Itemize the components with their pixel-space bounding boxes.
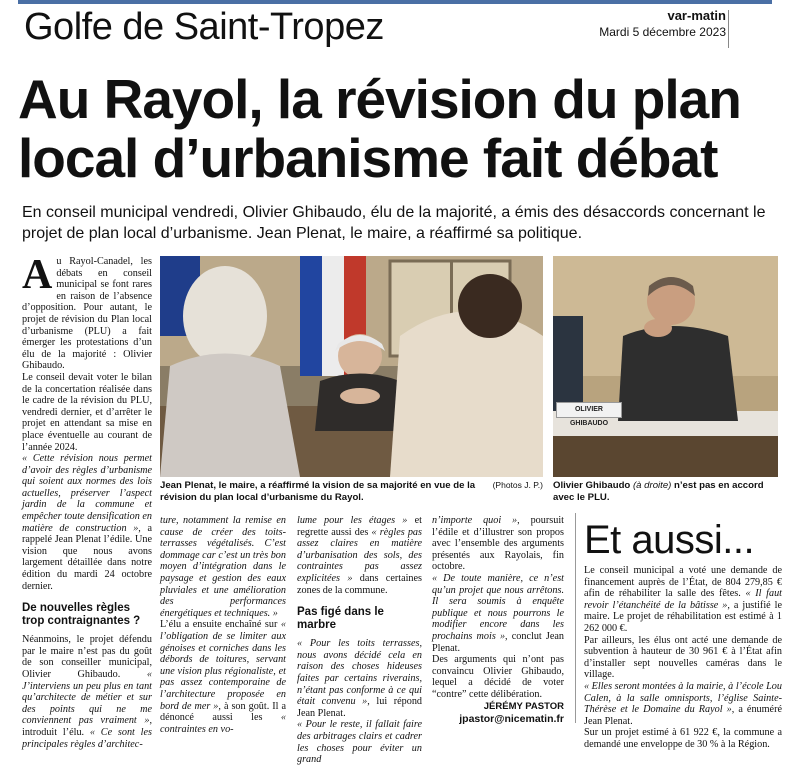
article-column-3 (297, 515, 422, 766)
section-title: Golfe de Saint-Tropez (24, 6, 384, 48)
col2-paragraph-2: L’élu a ensuite enchaîné sur (160, 619, 281, 631)
et-aussi-paragraph-4: Sur un projet estimé à 61 922 €, la commune a demandé une enveloppe de 30 % à la Région. (584, 727, 782, 750)
et-aussi-body (584, 565, 782, 751)
article-column-1 (22, 252, 152, 750)
meeting-photo (160, 256, 543, 477)
col4-quote-1: n’importe quoi » (432, 515, 518, 526)
article-column-4 (432, 515, 564, 725)
photo-2-caption-text: n’est pas en accord avec le PLU. (553, 480, 764, 503)
ghibaudo-photo (553, 256, 778, 477)
headline-line-1: Au Rayol, la révision du plan (18, 68, 741, 130)
col2-quote-1: ture, notamment la remise en cause de créer des toits-terrasses végétalisés. C’est dommage car c’est un très bon moyen d’intégration dans le paysage et gestion des eaux pluviales et une amélioration des performances énergétiques et techniques. » (160, 515, 286, 619)
col1-quote-3: « Ce sont les principales règles d’architec- (22, 726, 152, 750)
et-aussi-title: Et aussi... (584, 518, 755, 562)
col2-paragraph-2-after: , à son goût. Il a dénoncé aussi les (160, 700, 287, 724)
col3-paragraph-1-after: dans certaines zones de la commune. (297, 572, 422, 596)
col3-quote-3: « Pour les toits terrasses, nous avons décidé cela en raison des choses hideuses faites par certains riverains, n’étant pas conforme à ce qui était convenu » (297, 638, 422, 708)
et-aussi-quote-1: « Il faut revoir l’étanchéité de la bâtisse » (584, 588, 782, 611)
col1-paragraph-4: Néanmoins, le projet défendu par le maire n’est pas du goût de son conseiller municipal, Olivier Ghibaudo. (22, 634, 152, 680)
drop-cap: A (22, 252, 53, 298)
et-aussi-paragraph-2: Par ailleurs, les élus ont acté une demande de subvention à hauteur de 30 961 € à l’État afin d’installer sept nouvelles caméras dans le village. (584, 634, 782, 681)
col4-paragraph-1: , poursuit l’édile et d’illustrer son propos avec l’ensemble des arguments présentés aux Rayolais, fin octobre. (432, 515, 564, 573)
author-email[interactable]: jpastor@nicematin.fr (459, 712, 564, 725)
photo-1-caption-text: Jean Plenat, le maire, a réaffirmé la vision de sa majorité en vue de la révision du plan local d’urbanisme du Rayol. (160, 480, 476, 503)
col3-quote-4: « Pour le reste, il fallait faire des arbitrages clairs et cadrer les choses pour éviter un grand (297, 719, 422, 766)
col1-subtitle: De nouvelles règles trop contraignantes ? (22, 602, 141, 628)
article-column-2 (160, 515, 286, 735)
standfirst: En conseil municipal vendredi, Olivier Ghibaudo, élu de la majorité, a émis des désaccords concernant le projet de plan local d’urbanisme. Jean Plenat, le maire, a réaffirmé sa politique. (22, 204, 766, 242)
col1-quote-1: « Cette révision nous permet d’avoir des règles d’urbanisme qui soient aux normes des lois actuelles, préserver l’aspect jardin de la commune et empêcher toute densification en matière de construction » (22, 453, 152, 534)
col2-quote-2: « l’obligation de se limiter aux génoises et corniches dans les débords de toitures, servant une vision plus régionaliste, et pas assez contemporaine de l’architecture proposée en bord de mer » (160, 619, 286, 712)
byline (432, 701, 564, 725)
photo-2-caption-name: Olivier Ghibaudo (553, 480, 631, 491)
col3-paragraph-2-after: , lui répond Jean Plenat. (297, 696, 423, 719)
et-aussi-divider (575, 513, 576, 723)
col1-paragraph-4-mid: , introduit l’élu. (22, 715, 152, 738)
col4-paragraph-3: Des arguments qui n’ont pas convaincu Olivier Ghibaudo, lequel a décidé de voter “contre” cette délibération. (432, 654, 564, 700)
photo-2-caption-note: (à droite) (632, 480, 672, 491)
headline-line-2: local d’urbanisme fait débat (18, 127, 718, 189)
et-aussi-paragraph-3: , a énuméré Jean Plenat. (584, 704, 782, 727)
col3-paragraph-1-mid: et regrette aussi des (297, 515, 422, 538)
col1-paragraph-1: u Rayol-Canadel, les débats en conseil municipal se font rares en raison de l’absence d’opposition. Pour autant, le projet de révision du Plan local d’urbanisme (PLU) a fait émerger les protestations d’un élu de la majorité : Olivier Ghibaudo. (22, 256, 152, 372)
photo-1-caption (160, 480, 543, 503)
publication-date: Mardi 5 décembre 2023 (599, 25, 726, 39)
photo-jean-plenat (160, 256, 543, 477)
col3-subtitle: Pas figé dans le marbre (297, 606, 384, 632)
nameplate: OLIVIER GHIBAUDO (556, 402, 622, 418)
et-aussi-paragraph-1: Le conseil municipal a voté une demande de financement auprès de l’État, de 804 279,85 € afin de réhabiliter la salle des fêtes. (584, 565, 782, 600)
col3-quote-2: « règles pas assez claires en matière d’urbanisation des sols, des contraintes pas assez explicitées » (297, 526, 422, 584)
author-name: JÉRÉMY PASTOR (483, 700, 564, 712)
col1-paragraph-2: Le conseil devait voter le bilan de la concertation réalisée dans le cadre de la révision du PLU, vendredi dernier, et d’arrêter le projet en attendant sa mise en place éventuelle au courant de l’année 2024. (22, 371, 152, 453)
photo-2-caption (553, 480, 778, 503)
masthead (599, 8, 726, 39)
photo-credit: (Photos J. P.) (492, 480, 543, 490)
col4-quote-2: « De toute manière, ce n’est qu’un projet que nous arrêtons. Il sera soumis à enquête publique et nous pourrons le modifier encore dans les prochains mois » (432, 572, 564, 642)
et-aussi-paragraph-1-after: , a justifié le maire. Le projet de réhabilitation est estimé à 1 262 000 €. (584, 599, 782, 634)
headline (18, 70, 788, 188)
header-rule (18, 0, 772, 4)
et-aussi-quote-2: « Elles seront montées à la mairie, à l’école Lou Calen, à la salle omnisports, l’église Sainte-Thérèse et le Domaine du Rayol » (584, 680, 782, 716)
col1-quote-2: « J’interviens un peu plus en tant qu’architecte de métier et sur des points qui ne me conviennent pas vraiment » (22, 669, 152, 727)
col2-quote-3: « contraintes en vo- (160, 712, 286, 735)
newspaper-name: var-matin (667, 8, 726, 23)
col4-paragraph-2: , conclut Jean Plenat. (432, 630, 565, 654)
photo-olivier-ghibaudo (553, 256, 778, 477)
col1-paragraph-3: , a rappelé Jean Plenat l’édile. Une vision que nous avons largement détaillée dans notre édition du mardi 24 octobre dernier. (22, 522, 152, 592)
col3-quote-1: lume pour les étages » (297, 515, 408, 526)
masthead-divider (728, 10, 729, 48)
